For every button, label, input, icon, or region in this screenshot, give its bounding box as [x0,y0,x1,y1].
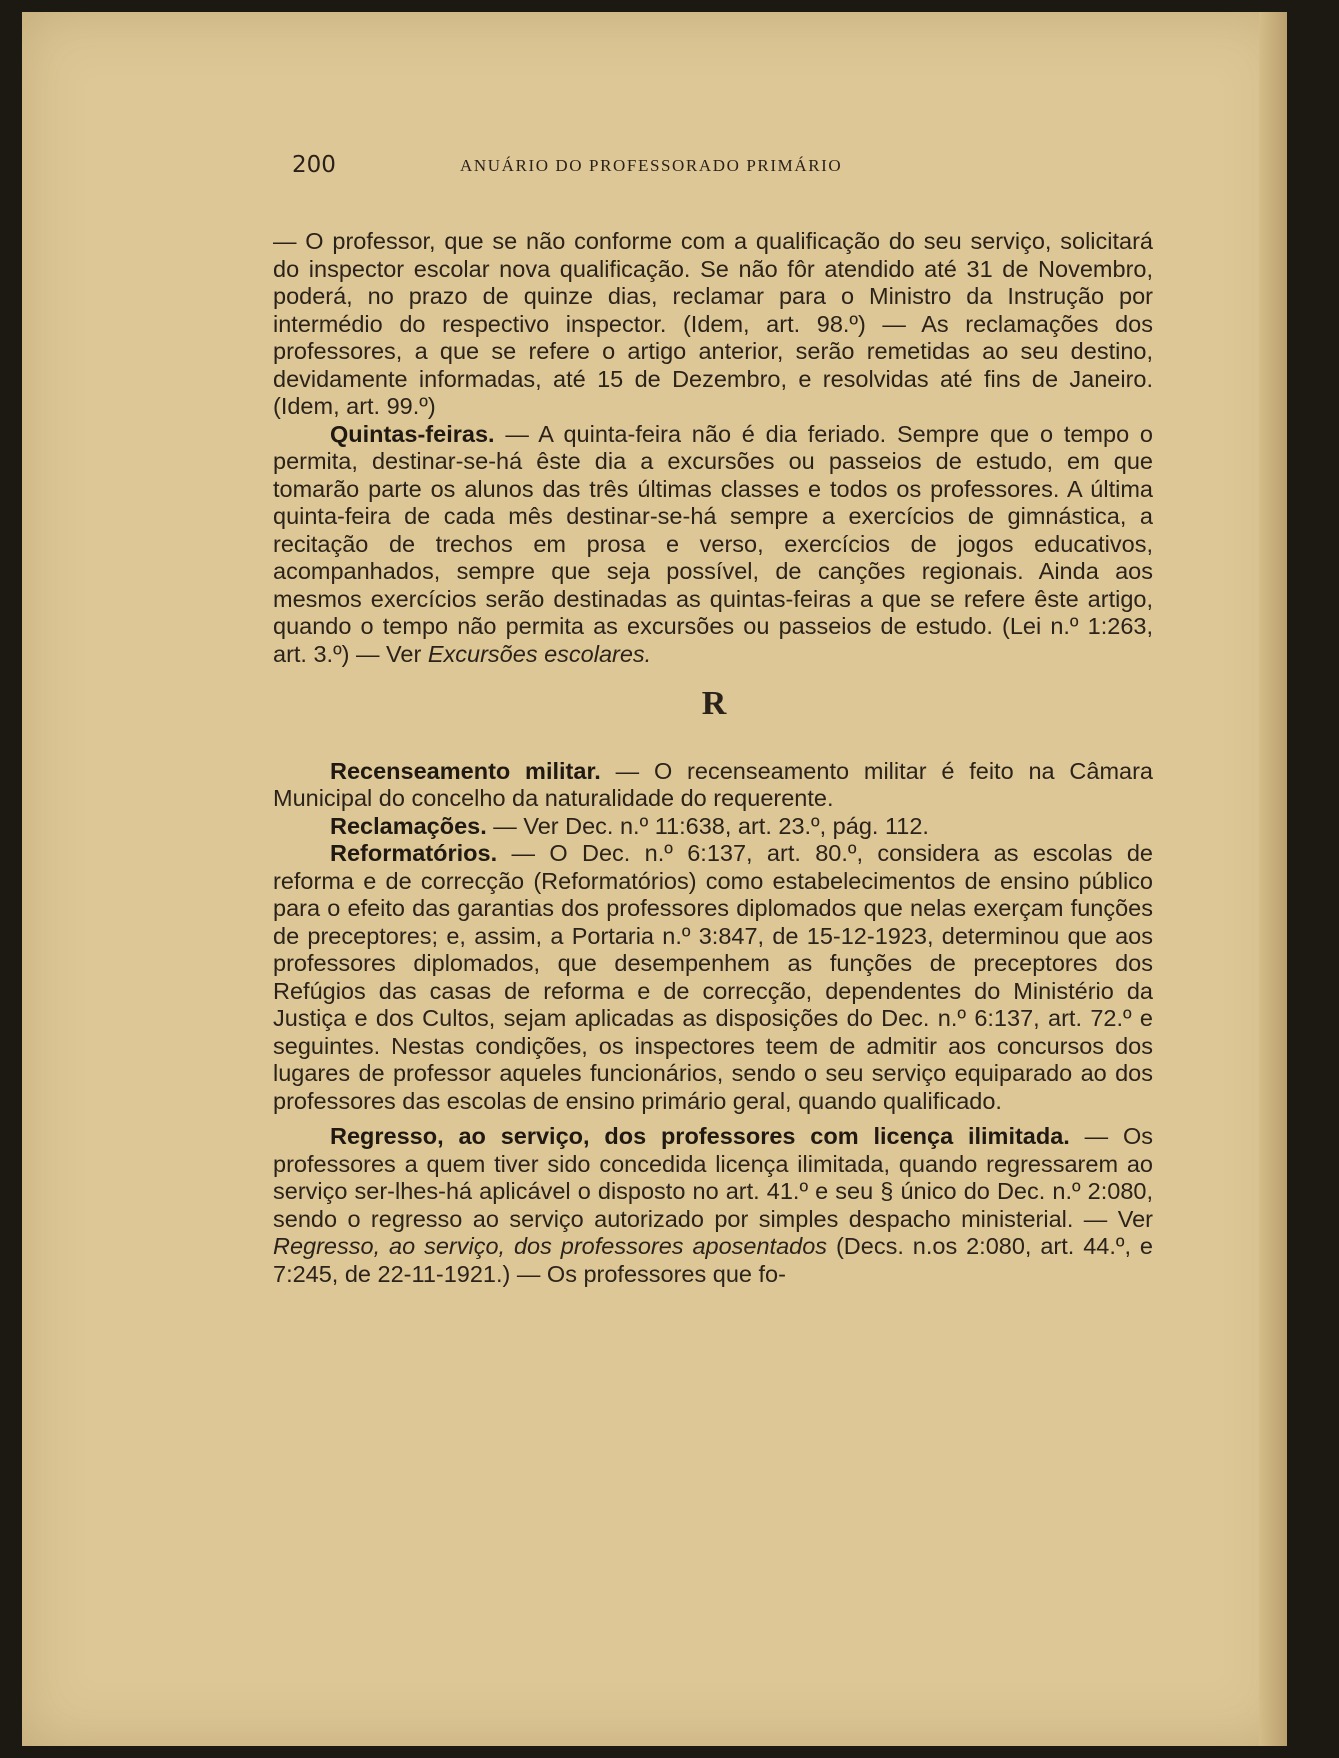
entry-text: — Ver Dec. n.º 11:638, art. 23.º, pág. 112. [486,812,929,839]
entry-text: — O Dec. n.º 6:137, art. 80.º, considera as escolas de reforma e de correcção (Reformatórios) como estabelecimentos de ensino público para o efeito das garantias dos professores diplomados que nelas exerçam funções de preceptores; e, assim, a Portaria n.º 3:847, de 15-12-1923, determinou que aos professores diplomados, que desempenhem as funções de preceptores dos Refúgios das casas de reforma e de correcção, dependentes do Ministério da Justiça e dos Cultos, sejam aplicadas as disposições do Dec. n.º 6:137, art. 72.º e seguintes. Nestas condições, os inspectores teem de admitir aos concursos dos lugares de professor aqueles funcionários, sendo o seu serviço equiparado ao dos professores das escolas de ensino primário geral, quando qualificado. [273,840,1153,1114]
entry-text: — A quinta-feira não é dia feriado. Sempre que o tempo o permita, destinar-se-há êste dia a excursões ou passeios de estudo, em que tomarão parte os alunos das três últimas classes e todos os professores. A última quinta-feira de cada mês destinar-se-há sempre a exercícios de gimnástica, a recitação de trechos em prosa e verso, exercícios de jogos educativos, acompanhados, sempre que seja possível, de canções regionais. Ainda aos mesmos exercícios serão destinadas as quintas-feiras a que se refere êste artigo, quando o tempo não permita as excursões ou passeios de estudo. (Lei n.º 1:263, art. 3.º) — Ver [273,420,1153,667]
cross-reference: Regresso, ao serviço, dos professores aposentados [273,1233,828,1259]
section-letter-r: R [701,685,725,722]
entry-term: Quintas-feiras. [330,420,495,447]
entry-term: Reclamações. [330,812,487,839]
entry-text: — Os professores a quem tiver sido concedida licença ilimitada, quando regressarem ao serviço ser-lhes-há aplicável o disposto no art. 41.º e seu § único do Dec. n.º 2:080, sendo o regresso ao serviço autorizado por simples despacho ministerial. — Ver [273,1123,1153,1232]
page-header [292,152,1052,192]
paragraph-professor-qualificacao [273,228,1153,421]
entry-regresso [273,1123,1153,1288]
paragraph-text: — O professor, que se não conforme com a qualificação do seu serviço, solicitará do inspector escolar nova qualificação. Se não fôr atendido até 31 de Novembro, poderá, no prazo de quinze dias, reclamar para o Ministro da Instrução por intermédio do respectivo inspector. (Idem, art. 98.º) — As reclamações dos professores, a que se refere o artigo anterior, serão remetidas ao seu destino, devidamente informadas, até 15 de Dezembro, e resolvidas até fins de Janeiro. (Idem, art. 99.º) [273,228,1153,419]
entry-reformatorios [273,840,1153,1115]
entry-term: Recenseamento militar. [330,757,601,784]
cross-reference: Excursões escolares. [427,640,652,667]
entry-tail: (Decs. n.os 2:080, art. 44.º, e 7:245, de 22-11-1921.) — Os professores que fo- [273,1233,1153,1287]
entry-text: — O recenseamento militar é feito na Câmara Municipal do concelho da naturalidade do requerente. [273,757,1154,811]
body-text [273,228,1153,1288]
entry-term: Reformatórios. [330,840,498,866]
page-number: 200 [292,152,336,178]
entry-recenseamento-militar [273,758,1153,813]
entry-term: Regresso, ao serviço, dos professores com licença ilimitada. [330,1123,1070,1149]
page-edge [1259,12,1287,1746]
entry-reclamacoes [273,813,1153,841]
entry-quintas-feiras [273,421,1153,669]
running-title: ANUÁRIO DO PROFESSORADO PRIMÁRIO [460,156,843,175]
